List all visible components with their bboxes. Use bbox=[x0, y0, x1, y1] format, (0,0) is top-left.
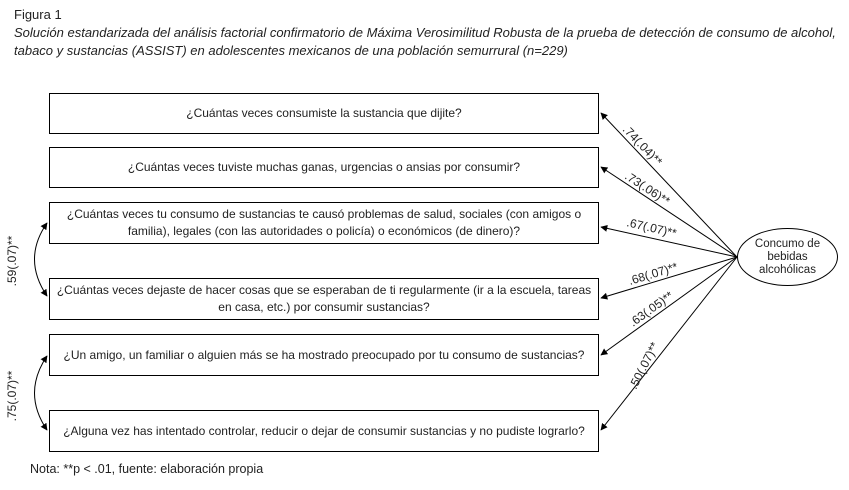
factor-label-line-2: bebidas bbox=[767, 250, 808, 263]
item-text-3: ¿Cuántas veces tu consumo de sustancias te causó problemas de salud, sociales (con amigos o familia), legales (con las autoridades o policía) o económicos (de dinero)? bbox=[66, 207, 582, 238]
latent-factor-ellipse bbox=[737, 228, 838, 286]
loading-label-2: .73(.06)** bbox=[622, 168, 673, 209]
item-box-1 bbox=[49, 93, 599, 134]
loading-label-5: .63(.05)** bbox=[626, 288, 676, 330]
item-text-6: ¿Alguna vez has intentado controlar, reducir o dejar de consumir sustancias y no pudiste lograrlo? bbox=[63, 423, 585, 438]
item-text-4: ¿Cuántas veces dejaste de hacer cosas que se esperaban de ti regularmente (ir a la escuela, tareas en casa, etc.) por consumir sustancias? bbox=[56, 283, 592, 314]
item-text-5: ¿Un amigo, un familiar o alguien más se ha mostrado preocupado por tu consumo de sustancias? bbox=[63, 347, 585, 362]
item-text-1: ¿Cuántas veces consumiste la sustancia que dijite? bbox=[186, 106, 462, 120]
loading-arrow-6 bbox=[601, 257, 737, 430]
loading-label-6: .50(.07)** bbox=[626, 339, 662, 392]
loading-label-3: .67(.07)** bbox=[625, 215, 678, 241]
covariance-label-2: .75(.07)** bbox=[5, 370, 19, 422]
covariance-arc-2 bbox=[35, 356, 48, 430]
factor-label-line-3: alcohólicas bbox=[759, 263, 816, 276]
loading-arrow-2 bbox=[601, 167, 737, 257]
figure-caption: Solución estandarizada del análisis factorial confirmatorio de Máxima Verosimilitud Robusta de la prueba de detección de consumo de alcohol, tabaco y sustancias (ASSIST) en adolescentes mexicanos de una población semurrural (n=229) bbox=[14, 25, 836, 58]
item-box-2 bbox=[49, 147, 599, 188]
covariance-arc-1 bbox=[35, 223, 48, 296]
item-box-6 bbox=[49, 410, 599, 452]
item-box-3 bbox=[49, 202, 599, 244]
item-text-2: ¿Cuántas veces tuviste muchas ganas, urgencias o ansias por consumir? bbox=[127, 160, 521, 174]
covariance-label-1: .59(.07)** bbox=[5, 235, 19, 287]
loading-label-1: .74(.04)** bbox=[619, 122, 666, 169]
item-box-5 bbox=[49, 334, 599, 376]
loading-label-4: .68(.07)** bbox=[626, 259, 680, 288]
figure-note: Nota: **p < .01, fuente: elaboración propia bbox=[30, 462, 264, 476]
item-box-4 bbox=[49, 278, 599, 320]
factor-label-line-1: Concumo de bbox=[754, 237, 821, 250]
figure-label: Figura 1 bbox=[14, 7, 62, 22]
